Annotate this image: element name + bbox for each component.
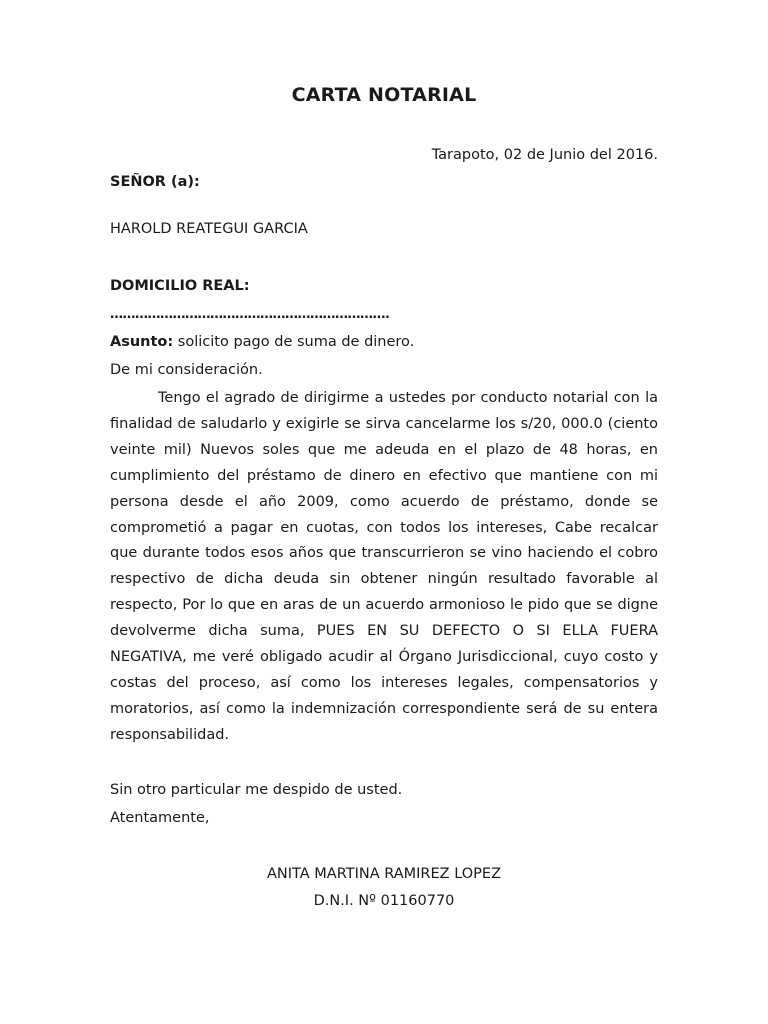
greeting: De mi consideración.: [110, 362, 263, 378]
recipient-label: SEÑOR (a):: [110, 174, 200, 190]
address-value: ………………………………………………………….: [110, 307, 390, 322]
subject-line: [110, 334, 414, 350]
signer-dni: D.N.I. Nº 01160770: [313, 893, 455, 909]
letter-body: Tengo el agrado de dirigirme a ustedes por conducto notarial con la finalidad de saludarlo y exigirle se sirva cancelarme los s/20, 000.0 (ciento veinte mil) Nuevos soles que me adeuda en el plazo de 48 horas, en cumplimiento del préstamo de dinero en efectivo que mantiene con mi persona desde el año 2009, como acuerdo de préstamo, donde se comprometió a pagar en cuotas, con todos los intereses, Cabe recalcar que durante todos esos años que transcurrieron se vino haciendo el cobro respectivo de dicha deuda sin obtener ningún resultado favorable al respecto, Por lo que en aras de un acuerdo armonioso le pido que se digne devolverme dicha suma, PUES EN SU DEFECTO O SI ELLA FUERA NEGATIVA, me veré obligado acudir al Órgano Jurisdiccional, cuyo costo y costas del proceso, así como los intereses legales, compensatorios y moratorios, así como la indemnización correspondiente será de su entera responsabilidad.: [110, 390, 658, 743]
closing-line-1: Sin otro particular me despido de usted.: [110, 782, 403, 798]
subject-text: solicito pago de suma de dinero.: [173, 334, 415, 350]
address-label: DOMICILIO REAL:: [110, 278, 250, 294]
subject-label: Asunto:: [110, 334, 174, 350]
letter-title: CARTA NOTARIAL: [291, 84, 477, 106]
closing-line-2: Atentamente,: [110, 810, 210, 826]
place-date: Tarapoto, 02 de Junio del 2016.: [431, 147, 658, 163]
recipient-name: HAROLD REATEGUI GARCIA: [110, 221, 308, 237]
signer-name: ANITA MARTINA RAMIREZ LOPEZ: [266, 866, 502, 882]
